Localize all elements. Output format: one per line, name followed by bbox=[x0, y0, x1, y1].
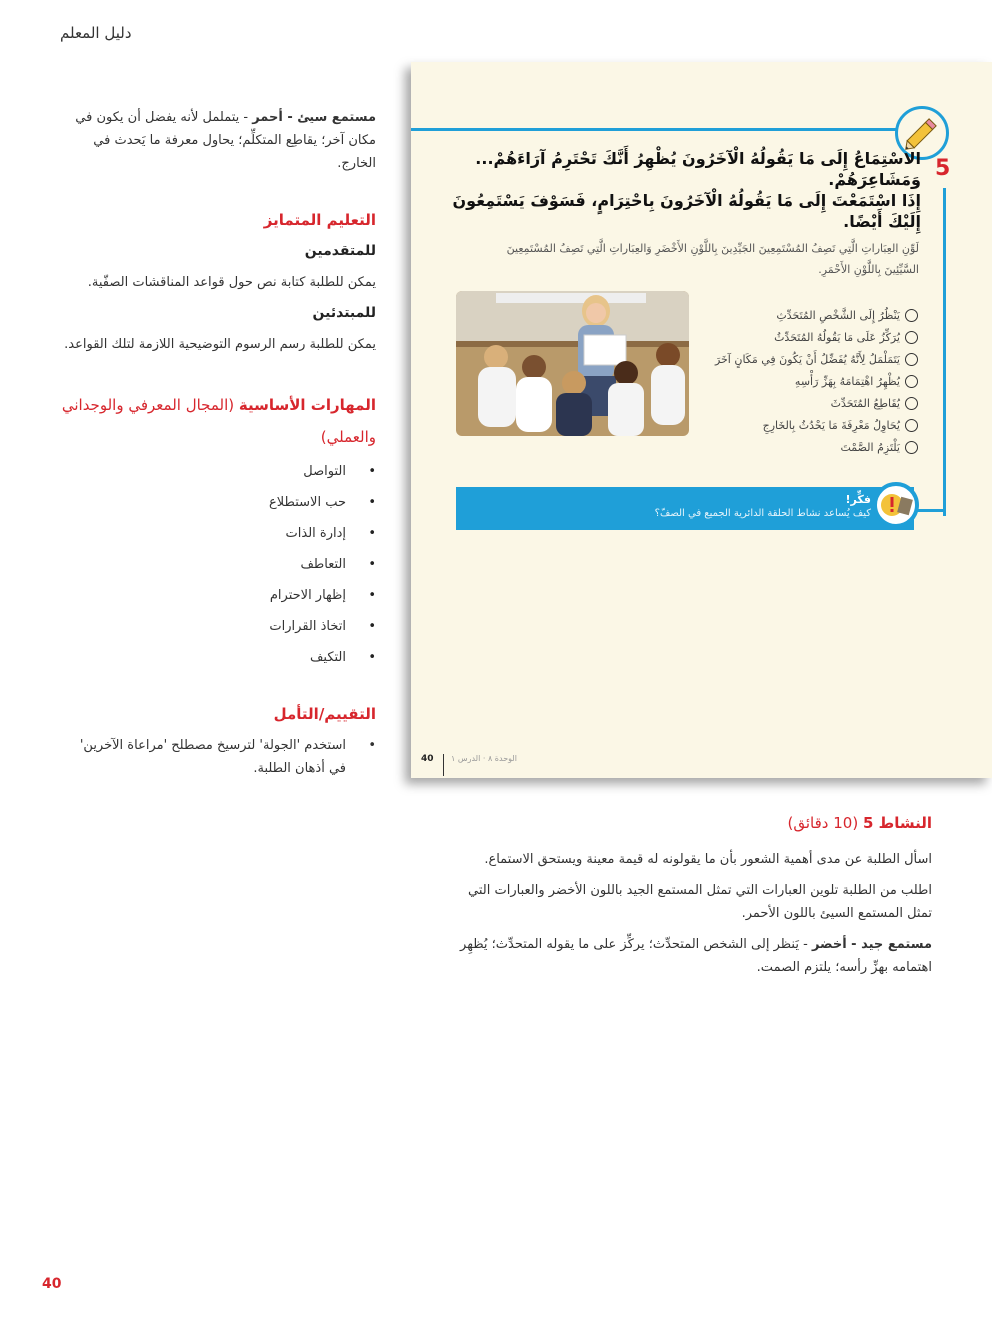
decorative-line bbox=[411, 128, 897, 131]
bad-listener-label: مستمع سيئ - أحمر bbox=[252, 110, 376, 125]
book-heading-line: إِذَا اسْتَمَعْتَ إِلَى مَا يَقُولُهُ الْآخَرُونَ بِاحْتِرَامٍ، فَسَوْفَ يَسْتَمِعُونَ إِلَيْكَ أَيْضًا. bbox=[452, 191, 921, 231]
skill-item: • إدارة الذات bbox=[60, 518, 376, 549]
classroom-illustration bbox=[456, 291, 689, 436]
skill-item: • التواصل bbox=[60, 456, 376, 487]
statement-text: يُقَاطِعُ المُتَحَدِّثَ bbox=[830, 397, 900, 410]
checkbox-circle-icon bbox=[905, 441, 918, 454]
checkbox-circle-icon bbox=[905, 375, 918, 388]
book-heading bbox=[451, 148, 921, 232]
differentiated-learning-title: التعليم المتمايز bbox=[263, 211, 376, 229]
assessment-item bbox=[60, 734, 376, 780]
book-heading-line: الاسْتِمَاعُ إِلَى مَا يَقُولُهُ الْآخَرُونَ يُظْهِرُ أَنَّكَ تَحْتَرِمُ آرَاءَهُمْ... وَمَشَاعِرَهُمْ. bbox=[475, 149, 921, 189]
statement-text: يَنْظُرُ إِلَى الشَّخْصِ المُتَحَدِّثِ bbox=[776, 309, 900, 322]
activity-paragraph: اطلب من الطلبة تلوين العبارات التي تمثل المستمع الجيد باللون الأخضر والعبارات التي تمثل المستمع السيئ باللون الأحمر. bbox=[468, 883, 932, 921]
skill-item: • التكيف bbox=[60, 642, 376, 673]
core-skills-list bbox=[60, 456, 376, 673]
activity-title bbox=[450, 812, 932, 836]
think-question: كيف يُساعد نشاط الحلقة الدائرية الجميع في الصفّ؟ bbox=[654, 508, 871, 519]
listener-statements bbox=[696, 306, 918, 460]
core-skills-subtitle: (المجال المعرفي والوجداني والعملي) bbox=[61, 396, 376, 446]
assessment-title: التقييم/التأمل bbox=[273, 705, 376, 723]
skill-item: • إظهار الاحترام bbox=[60, 580, 376, 611]
checkbox-circle-icon bbox=[905, 353, 918, 366]
assessment-list bbox=[60, 734, 376, 780]
decorative-line bbox=[943, 188, 946, 516]
teacher-notes-column bbox=[60, 106, 376, 780]
skill-item: • حب الاستطلاع bbox=[60, 487, 376, 518]
checkbox-circle-icon bbox=[905, 331, 918, 344]
core-skills-heading bbox=[60, 390, 376, 454]
skill-item: • التعاطف bbox=[60, 549, 376, 580]
statement-item bbox=[696, 438, 918, 460]
statement-item bbox=[696, 416, 918, 438]
statement-item bbox=[696, 328, 918, 350]
statement-item bbox=[696, 306, 918, 328]
assessment-item-text: استخدم 'الجولة' لترسيخ مصطلح 'مراعاة الآخرين' في أذهان الطلبة. bbox=[79, 738, 346, 776]
core-skills-title: المهارات الأساسية bbox=[238, 396, 376, 414]
good-listener-label: مستمع جيد - أخضر bbox=[811, 937, 932, 952]
book-page-number: 40 bbox=[421, 754, 434, 764]
activity-paragraph: اسأل الطلبة عن مدى أهمية الشعور بأن ما يقولونه له قيمة معينة ويستحق الاستماع. bbox=[484, 852, 932, 867]
think-badge bbox=[873, 482, 919, 528]
bad-listener-text: - يتململ لأنه يفضل أن يكون في مكان آخر؛ يقاطِع المتكلِّم؛ يحاول معرفة ما يَحدث في الخارج. bbox=[75, 110, 376, 171]
statement-item bbox=[696, 372, 918, 394]
statement-item bbox=[696, 350, 918, 372]
statement-text: يُظْهِرُ اهْتِمَامَهُ بِهَزِّ رَأْسِهِ bbox=[794, 375, 900, 388]
statement-text: يَتَمَلْمَلُ لِأَنَّهُ يُفَضِّلُ أَنْ يَكُونَ فِي مَكَانٍ آخَرَ bbox=[714, 353, 900, 366]
checkbox-circle-icon bbox=[905, 309, 918, 322]
beginner-students-text: يمكن للطلبة رسم الرسوم التوضيحية اللازمة لتلك القواعد. bbox=[64, 337, 376, 352]
decorative-line bbox=[916, 509, 946, 512]
activity-title-duration: (10 دقائق) bbox=[787, 814, 863, 832]
footer-divider bbox=[443, 754, 444, 776]
advanced-students-title: للمتقدمين bbox=[304, 243, 376, 259]
book-footer-unit: الوحدة ٨ · الدرس ١ bbox=[451, 754, 517, 763]
checkbox-circle-icon bbox=[905, 419, 918, 432]
checkbox-circle-icon bbox=[905, 397, 918, 410]
bullet-icon: • bbox=[368, 738, 376, 753]
bad-listener-note bbox=[60, 106, 376, 175]
page-number: 40 bbox=[42, 1276, 62, 1292]
statement-text: يُرَكِّزُ عَلَى مَا يَقُولُهُ المُتَحَدِّثُ bbox=[774, 331, 900, 344]
activity-title-bold: النشاط 5 bbox=[862, 814, 932, 832]
good-listener-note bbox=[450, 933, 932, 979]
beginner-students-title: للمبتدئين bbox=[312, 305, 376, 321]
skill-item: • اتخاذ القرارات bbox=[60, 611, 376, 642]
activity-number: 5 bbox=[935, 156, 951, 181]
statement-text: يُحَاوِلُ مَعْرِفَةَ مَا يَحْدُثُ بِالخَارِجِ bbox=[762, 419, 900, 432]
good-listener-text: - يَنظر إلى الشخص المتحدِّث؛ يركِّز على ما يقوله المتحدِّث؛ يُظهِر اهتمامه بهزِّ رأسه؛ يلتزم الصمت. bbox=[460, 937, 932, 975]
student-book-page bbox=[411, 62, 992, 778]
page-header-title: دليل المعلم bbox=[60, 24, 132, 42]
statement-text: يَلْتَزِمُ الصَّمْتَ bbox=[840, 441, 900, 454]
statement-item bbox=[696, 394, 918, 416]
think-title: فكِّر! bbox=[845, 493, 871, 506]
advanced-students-text: يمكن للطلبة كتابة نص حول قواعد المناقشات الصفّية. bbox=[87, 275, 376, 290]
activity-notes bbox=[450, 812, 932, 987]
classroom-photo bbox=[456, 291, 689, 436]
book-instruction: لَوِّنِ العِبَاراتِ الَّتِي تَصِفُ المُسْتَمِعِينَ الجَيِّدِينَ بِاللَّوْنِ الأَخْضَرِ وَالعِبَاراتِ الَّتِي تَصِفُ المُسْتَمِعِينَ السَّيِّئِينَ بِاللَّوْنِ الأَحْمَرِ. bbox=[506, 242, 919, 276]
thinking-icon bbox=[877, 486, 915, 524]
